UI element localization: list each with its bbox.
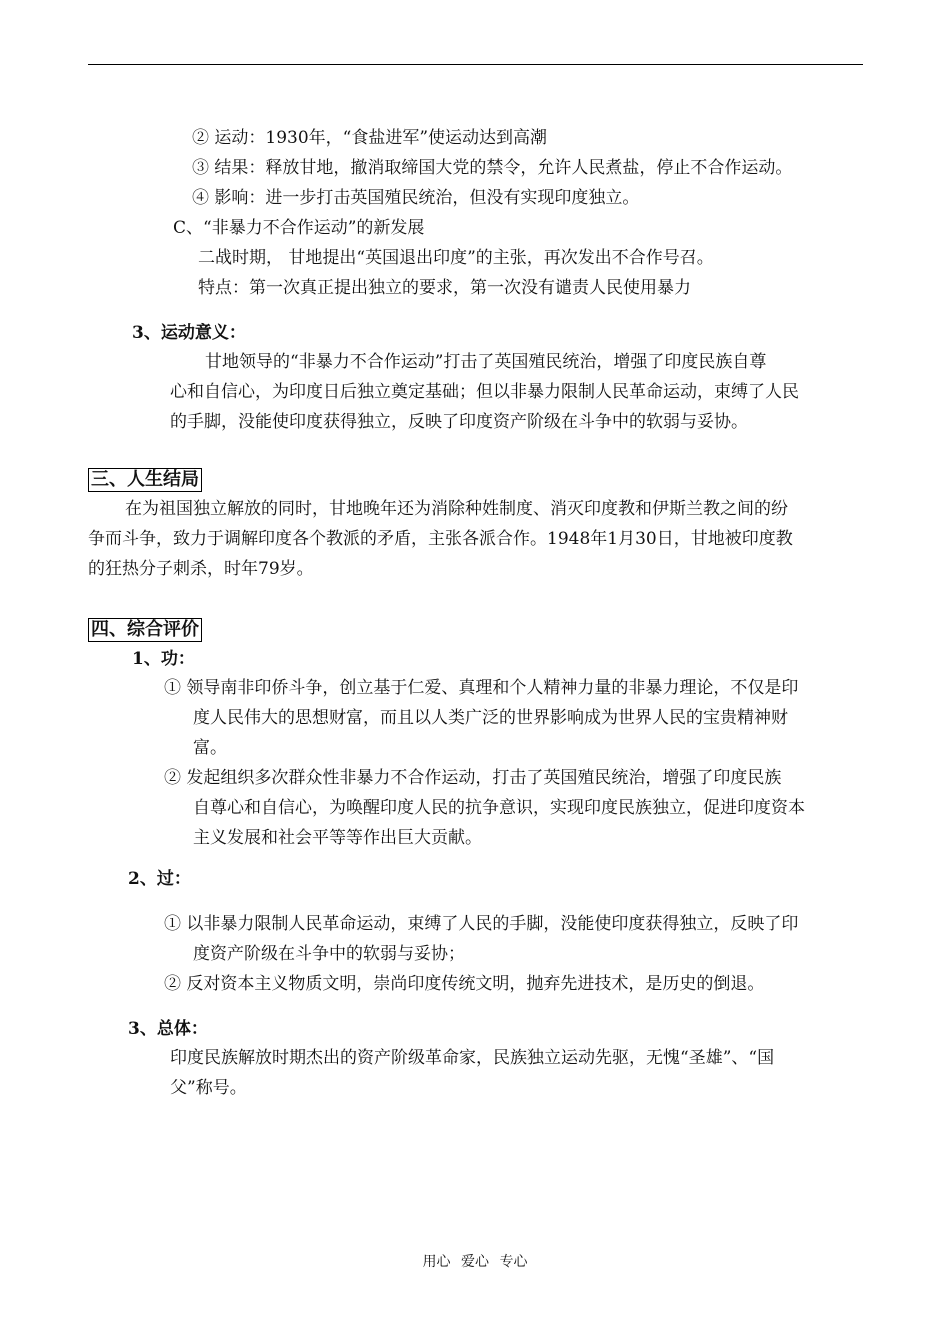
- merits-heading: 1、功：: [132, 649, 195, 669]
- result-line-4: ④ 影响：进一步打击英国殖民统治，但没有实现印度独立。: [192, 188, 640, 208]
- fault-line: 度资产阶级在斗争中的软弱与妥协；: [193, 944, 465, 964]
- section-3-line: 在为祖国独立解放的同时，甘地晚年还为消除种姓制度、消灭印度教和伊斯兰教之间的纷: [125, 499, 788, 519]
- result-line-2: ② 运动：1930年，“食盐进军”使运动达到高潮: [192, 128, 548, 148]
- faults-heading: 2、过：: [128, 869, 191, 889]
- section-4-title: 四、综合评价: [88, 618, 202, 642]
- fault-line: ② 反对资本主义物质文明，崇尚印度传统文明，抛弃先进技术，是历史的倒退。: [164, 974, 765, 994]
- overall-line: 父”称号。: [170, 1078, 247, 1098]
- merit-line: 富。: [193, 738, 227, 758]
- footer-item: 专心: [499, 1254, 528, 1270]
- significance-heading: 3、运动意义：: [132, 323, 246, 343]
- footer-item: 爱心: [461, 1254, 489, 1270]
- merit-line: 主义发展和社会平等等作出巨大贡献。: [193, 828, 482, 848]
- section-3-line: 争而斗争，致力于调解印度各个教派的矛盾，主张各派合作。1948年1月30日，甘地被印度教: [88, 529, 793, 549]
- overall-line: 印度民族解放时期杰出的资产阶级革命家，民族独立运动先驱，无愧“圣雄”、“国: [170, 1048, 775, 1068]
- page-footer: [0, 1251, 950, 1271]
- subheading-c: C、“非暴力不合作运动”的新发展: [173, 218, 425, 238]
- overall-heading: 3、总体：: [128, 1019, 208, 1039]
- merit-line: ① 领导南非印侨斗争，创立基于仁爱、真理和个人精神力量的非暴力理论，不仅是印: [164, 678, 799, 698]
- wwii-line: 二战时期， 甘地提出“英国退出印度”的主张，再次发出不合作号召。: [198, 248, 714, 268]
- merit-line: ② 发起组织多次群众性非暴力不合作运动，打击了英国殖民统治，增强了印度民族: [164, 768, 782, 788]
- result-line-3: ③ 结果：释放甘地，撤消取缔国大党的禁令，允许人民煮盐，停止不合作运动。: [192, 158, 793, 178]
- significance-line: 心和自信心，为印度日后独立奠定基础；但以非暴力限制人民革命运动，束缚了人民: [170, 382, 799, 402]
- fault-line: ① 以非暴力限制人民革命运动，束缚了人民的手脚，没能使印度获得独立，反映了印: [164, 914, 799, 934]
- significance-line: 甘地领导的“非暴力不合作运动”打击了英国殖民统治，增强了印度民族自尊: [205, 352, 767, 372]
- significance-line: 的手脚，没能使印度获得独立，反映了印度资产阶级在斗争中的软弱与妥协。: [170, 412, 748, 432]
- section-3-line: 的狂热分子刺杀，时年79岁。: [88, 559, 314, 579]
- section-3-title: 三、人生结局: [88, 468, 202, 492]
- merit-line: 度人民伟大的思想财富，而且以人类广泛的世界影响成为世界人民的宝贵精神财: [193, 708, 788, 728]
- header-rule: [88, 64, 863, 65]
- feature-line: 特点：第一次真正提出独立的要求，第一次没有谴责人民使用暴力: [198, 278, 691, 298]
- merit-line: 自尊心和自信心，为唤醒印度人民的抗争意识，实现印度民族独立，促进印度资本: [193, 798, 805, 818]
- footer-item: 用心: [422, 1254, 451, 1270]
